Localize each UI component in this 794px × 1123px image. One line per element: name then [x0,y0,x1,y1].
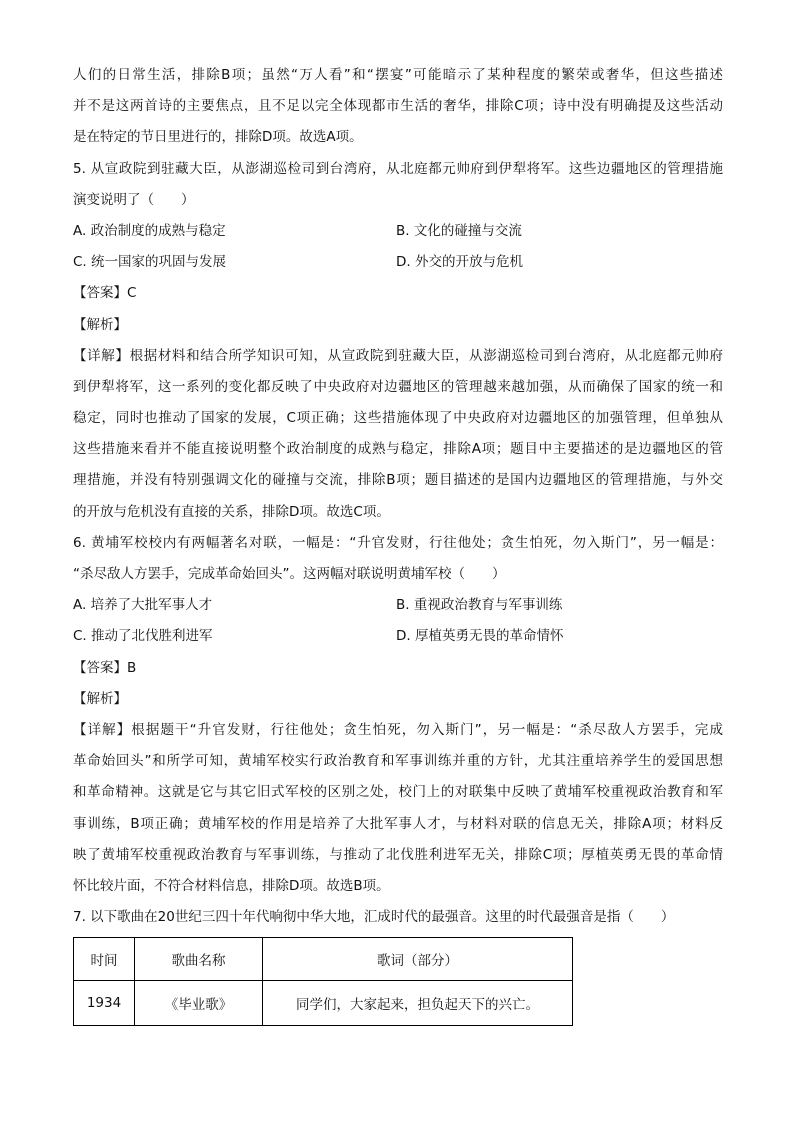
detail-line: 理措施，并没有特别强调文化的碰撞与交流，排除B项；题目描述的是国内边疆地区的管理措施，与外交 [73,472,723,489]
detail-line: 【详解】根据题干“升官发财，行往他处；贪生怕死，勿入斯门”，另一幅是：“杀尽敌人方罢手，完成 [73,721,723,738]
options-row [73,621,723,652]
options-row [73,590,723,621]
option-a: A. 政治制度的成熟与稳定 [73,222,226,239]
question-stem: “杀尽敌人方罢手，完成革命始回头”。这两幅对联说明黄埔军校（ ） [73,566,506,582]
options-row [73,216,723,247]
text-line: 并不是这两首诗的主要焦点，且不足以完全体现都市生活的奢华，排除C项；诗中没有明确提及这些活动 [73,98,723,115]
detail-line: 事训练，B项正确；黄埔军校的作用是培养了大批军事人才，与材料对联的信息无关，排除A项；材料反 [73,815,723,832]
exam-page [73,60,723,1026]
answer-label: 【答案】B [73,659,137,676]
question-stem: 演变说明了（ ） [73,191,195,208]
option-a: A. 培养了大批军事人才 [73,597,213,614]
table-row [74,981,573,1026]
table-header-cell: 时间 [74,938,135,981]
detail-line: 【详解】根据材料和结合所学知识可知，从宣政院到驻藏大臣，从澎湖巡检司到台湾府，从北庭都元帅府 [73,347,723,364]
text-line: 人们的日常生活，排除B项；虽然“万人看”和“摆宴”可能暗示了某种程度的繁荣或奢华，但这些描述 [73,67,723,83]
detail-line: 和革命精神。这就是它与其它旧式军校的区别之处，校门上的对联集中反映了黄埔军校重视政治教育和军 [73,784,723,801]
table-cell: 同学们，大家起来，担负起天下的兴亡。 [263,981,573,1026]
detail-line: 革命始回头”和所学可知，黄埔军校实行政治教育和军事训练并重的方针，尤其注重培养学生的爱国思想 [73,753,723,770]
table-header-row [74,938,573,981]
option-b: B. 文化的碰撞与交流 [396,222,522,239]
detail-line: 映了黄埔军校重视政治教育与军事训练，与推动了北伐胜利进军无关，排除C项；厚植英勇无畏的革命情 [73,846,723,863]
detail-line: 稳定，同时也推动了国家的发展，C项正确；这些措施体现了中央政府对边疆地区的加强管理，但单独从 [73,410,723,427]
question-5 [73,154,723,528]
detail-line: 的开放与危机没有直接的关系，排除D项。故选C项。 [73,503,390,520]
table-header-cell: 歌词（部分） [263,938,573,981]
option-b: B. 重视政治教育与军事训练 [396,597,563,614]
detail-line: 到伊犁将军，这一系列的变化都反映了中央政府对边疆地区的管理越来越加强，从而确保了国家的统一和 [73,378,723,395]
question-stem: 7. 以下歌曲在20世纪三四十年代响彻中华大地，汇成时代的最强音。这里的时代最强音是指（ ） [73,909,675,926]
table-cell: 《毕业歌》 [135,981,263,1026]
option-d: D. 厚植英勇无畏的革命情怀 [396,628,564,645]
question-stem: 5. 从宣政院到驻藏大臣，从澎湖巡检司到台湾府，从北庭都元帅府到伊犁将军。这些边疆地区的管理措施 [73,160,723,177]
options-row [73,247,723,278]
option-c: C. 推动了北伐胜利进军 [73,628,213,645]
analysis-label: 【解析】 [73,316,127,333]
question-7 [73,902,723,1026]
option-c: C. 统一国家的巩固与发展 [73,254,227,271]
detail-line: 这些措施来看并不能直接说明整个政治制度的成熟与稳定，排除A项；题目中主要描述的是边疆地区的管 [73,441,723,458]
detail-line: 怀比较片面，不符合材料信息，排除D项。故选B项。 [73,877,390,894]
question-6 [73,528,723,902]
songs-table [73,937,573,1026]
table-header-cell: 歌曲名称 [135,938,263,981]
table-cell: 1934 [74,981,135,1026]
analysis-label: 【解析】 [73,690,127,707]
option-d: D. 外交的开放与危机 [396,254,523,271]
question-stem: 6. 黄埔军校校内有两幅著名对联，一幅是：“升官发财，行往他处；贪生怕死，勿入斯门”，另一幅是： [73,534,723,551]
prev-answer-block [73,60,723,154]
text-line: 是在特定的节日里进行的，排除D项。故选A项。 [73,129,363,146]
answer-label: 【答案】C [73,285,137,302]
